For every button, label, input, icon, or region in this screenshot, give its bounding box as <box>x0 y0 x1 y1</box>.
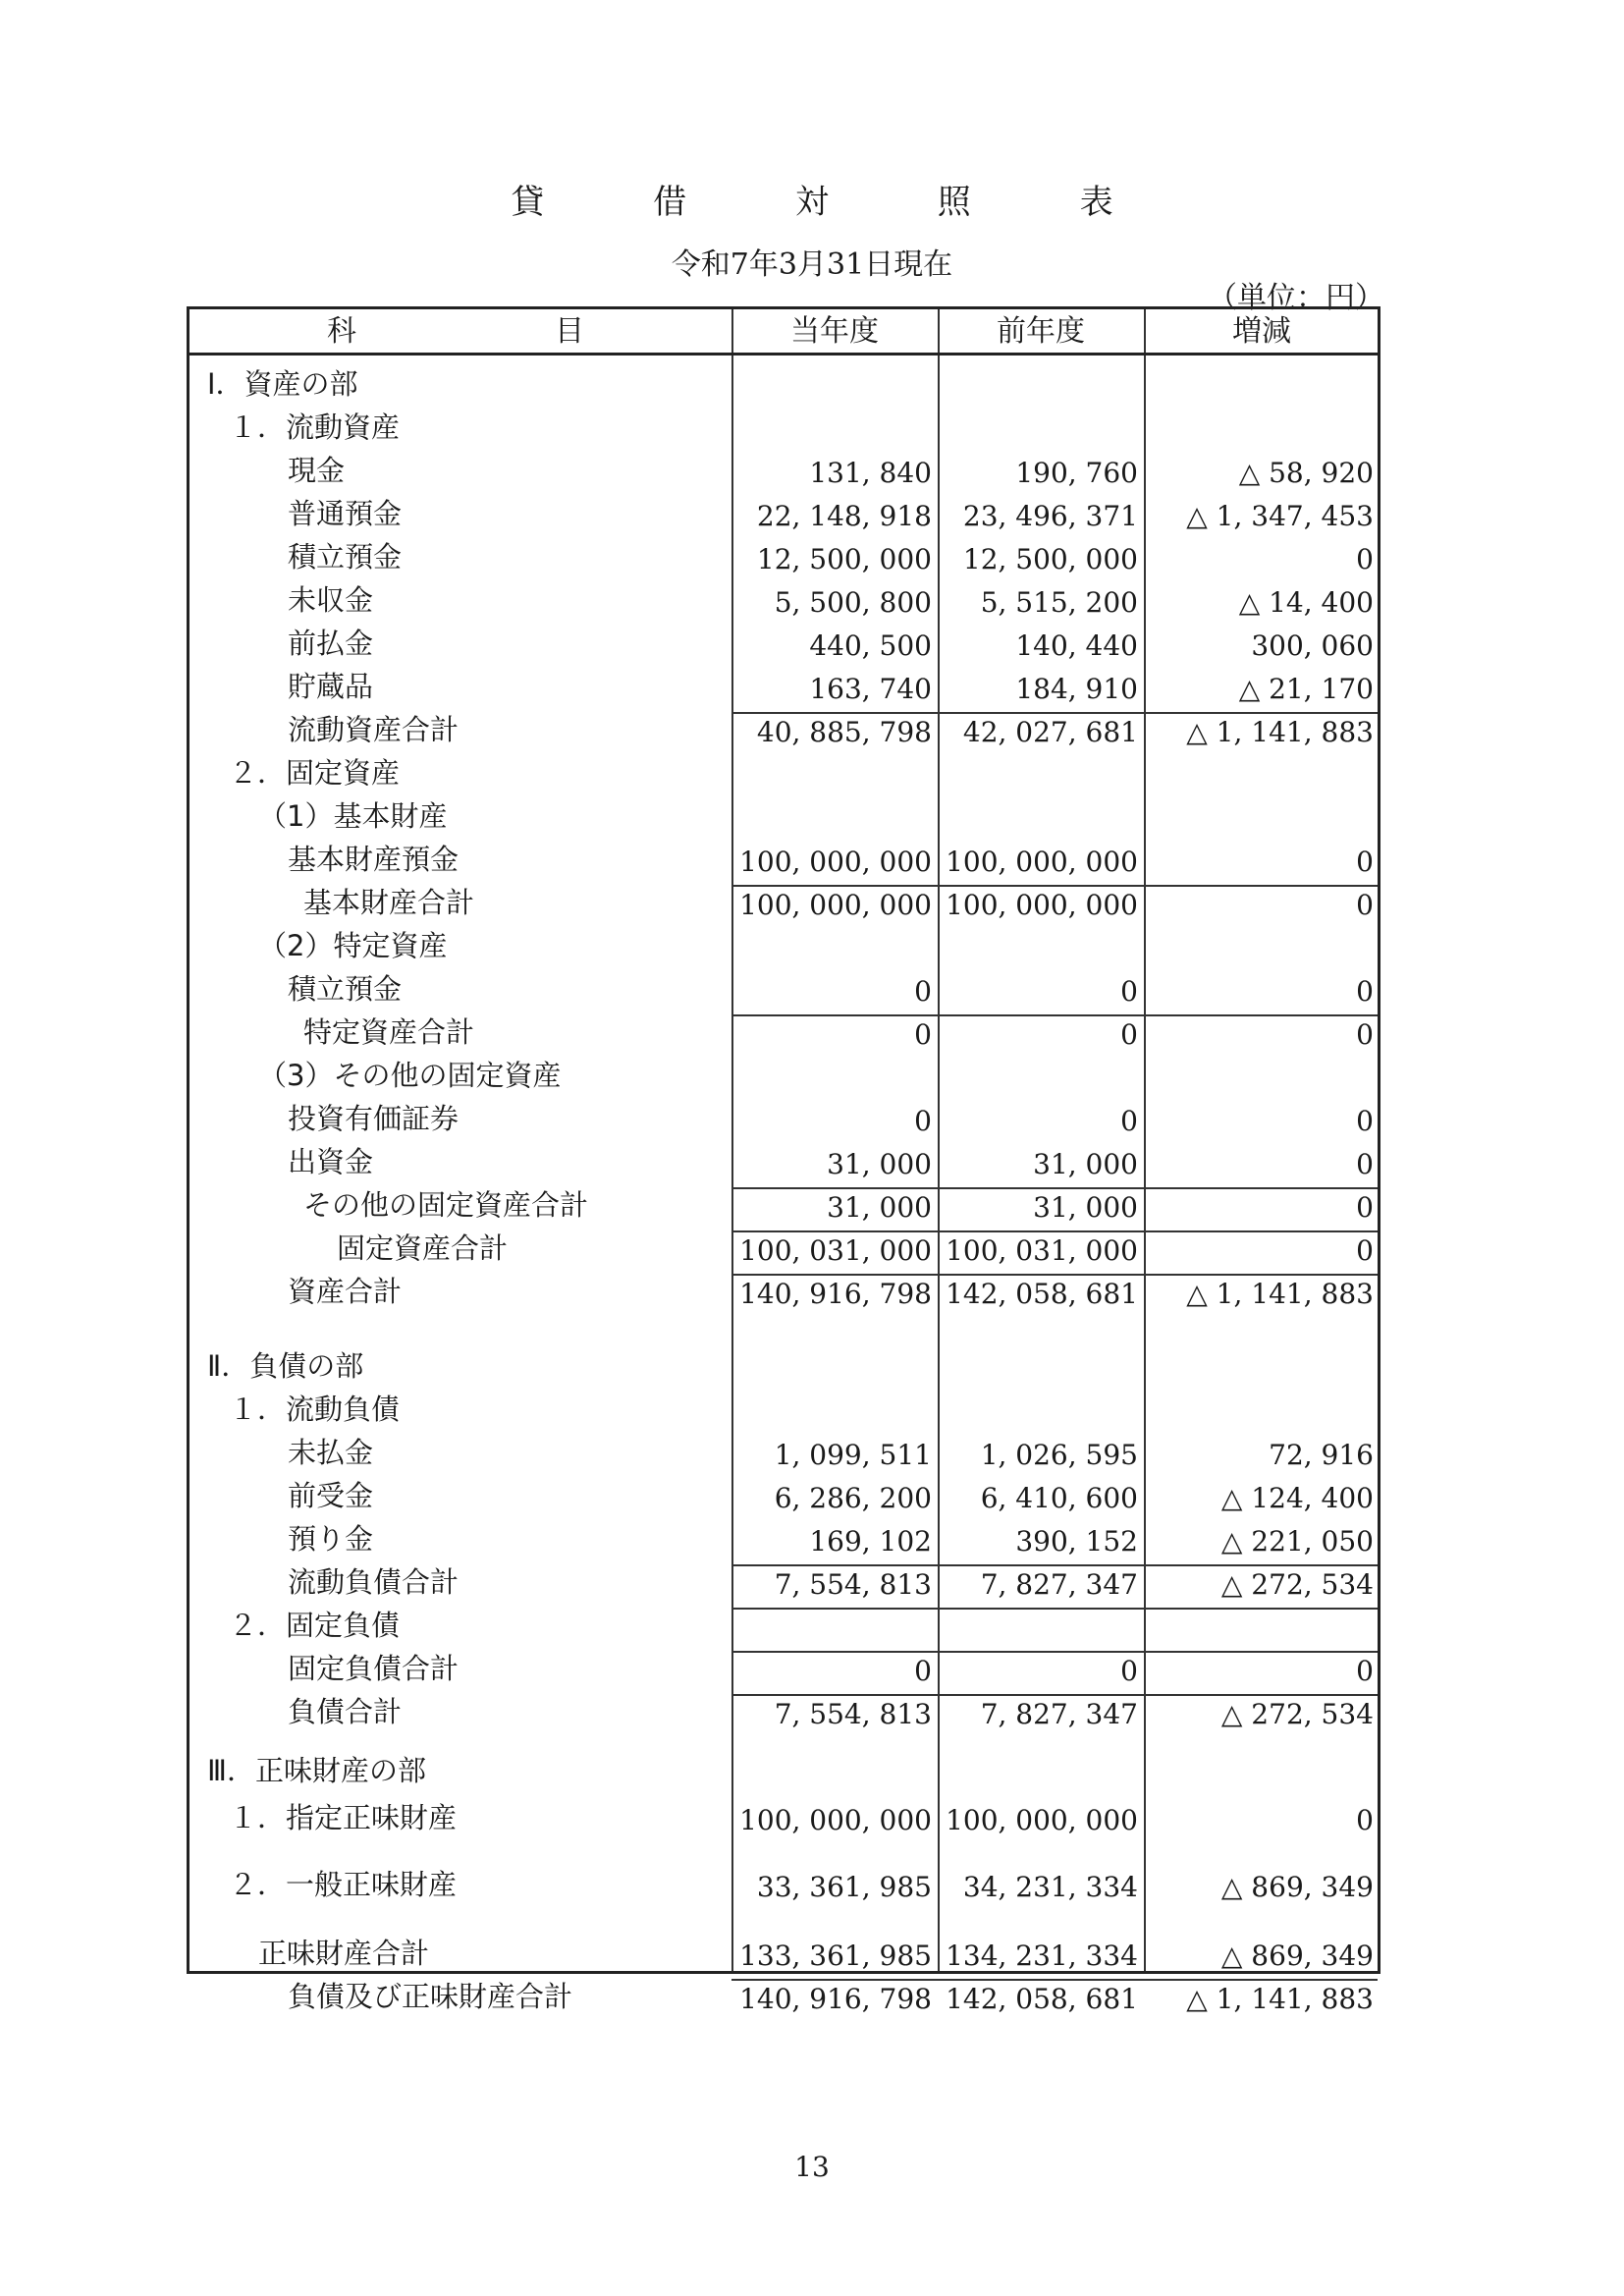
previous-year-value <box>938 926 1138 965</box>
table-row <box>189 364 1378 404</box>
previous-year-value: 190, 760 <box>1015 457 1138 489</box>
unit-label: （単位：円） <box>1208 281 1384 315</box>
current-year-value: 0 <box>914 1655 932 1687</box>
table-row <box>189 1012 1378 1052</box>
change-value: 0 <box>1356 1105 1374 1137</box>
row-label: １．流動資産 <box>229 410 401 444</box>
row-label: 特定資産合計 <box>303 1015 475 1049</box>
change-value: 0 <box>1356 889 1374 921</box>
current-year-value <box>731 364 932 404</box>
total-rule <box>731 712 1378 714</box>
previous-year-value: 134, 231, 334 <box>946 1940 1138 1972</box>
table-row <box>189 1692 1378 1731</box>
previous-year-value: 142, 058, 681 <box>946 1983 1138 2015</box>
row-label: 資産合計 <box>288 1275 403 1308</box>
change-value: 0 <box>1356 846 1374 878</box>
row-label: ２．固定負債 <box>229 1609 401 1642</box>
header-current-year: 当年度 <box>790 314 879 349</box>
current-year-value: 100, 000, 000 <box>739 889 932 921</box>
previous-year-value: 0 <box>1120 1018 1138 1051</box>
table-row <box>189 1185 1378 1225</box>
row-label: その他の固定資産合計 <box>303 1188 589 1222</box>
current-year-value: 7, 554, 813 <box>774 1568 932 1601</box>
change-value: 0 <box>1356 543 1374 575</box>
current-year-value <box>731 1751 932 1790</box>
change-value <box>1144 796 1374 836</box>
table-row <box>189 537 1378 576</box>
previous-year-value: 142, 058, 681 <box>946 1278 1138 1310</box>
total-rule <box>731 1651 1378 1653</box>
change-value: 300, 060 <box>1251 629 1374 662</box>
current-year-value: 169, 102 <box>809 1525 932 1558</box>
table-row <box>189 451 1378 490</box>
previous-year-value: 100, 000, 000 <box>946 846 1138 878</box>
change-value: 0 <box>1356 1018 1374 1051</box>
table-row <box>189 624 1378 663</box>
change-value: △ 124, 400 <box>1220 1482 1374 1514</box>
change-value: △ 14, 400 <box>1238 586 1374 619</box>
previous-year-value: 42, 027, 681 <box>962 716 1138 748</box>
current-year-value: 12, 500, 000 <box>756 543 932 575</box>
row-label: 投資有価証券 <box>288 1102 460 1135</box>
row-label: 未収金 <box>288 583 374 617</box>
change-value <box>1144 1056 1374 1095</box>
change-value: △ 21, 170 <box>1238 673 1374 705</box>
current-year-value: 33, 361, 985 <box>756 1871 932 1903</box>
change-value <box>1144 1346 1374 1386</box>
total-rule <box>731 1608 1378 1610</box>
table-row <box>189 1056 1378 1095</box>
row-label: 出資金 <box>288 1145 374 1178</box>
change-value: △ 1, 141, 883 <box>1186 1983 1374 2015</box>
current-year-value: 1, 099, 511 <box>774 1439 932 1471</box>
current-year-value: 440, 500 <box>809 629 932 662</box>
change-value: 0 <box>1356 1148 1374 1180</box>
table-row <box>189 969 1378 1009</box>
current-year-value <box>731 753 932 793</box>
change-value: △ 1, 141, 883 <box>1186 716 1374 748</box>
previous-year-value: 0 <box>1120 1655 1138 1687</box>
current-year-value: 0 <box>914 975 932 1008</box>
table-row <box>189 1142 1378 1181</box>
previous-year-value <box>938 1606 1138 1645</box>
header-change: 増減 <box>1232 314 1291 349</box>
change-value: 0 <box>1356 1804 1374 1836</box>
page-number: 13 <box>794 2151 830 2183</box>
total-rule <box>731 1274 1378 1276</box>
row-label: 負債合計 <box>288 1695 403 1728</box>
change-value: 72, 916 <box>1269 1439 1374 1471</box>
table-row <box>189 1272 1378 1311</box>
row-label: 基本財産合計 <box>303 886 475 919</box>
table-row <box>189 580 1378 620</box>
current-year-value <box>731 1606 932 1645</box>
header-subject-left: 科 <box>327 314 356 349</box>
document-date: 令和7年3月31日現在 <box>671 247 953 282</box>
table-row <box>189 1433 1378 1472</box>
previous-year-value: 0 <box>1120 975 1138 1008</box>
table-row <box>189 1476 1378 1515</box>
row-label: 積立預金 <box>288 972 403 1006</box>
row-label: 前受金 <box>288 1479 374 1512</box>
current-year-value <box>731 1056 932 1095</box>
row-label: 固定負債合計 <box>288 1652 460 1685</box>
table-row <box>189 796 1378 836</box>
row-label: 固定資産合計 <box>337 1231 509 1265</box>
row-label: Ⅲ．正味財産の部 <box>207 1754 426 1787</box>
row-label: １．指定正味財産 <box>229 1801 458 1834</box>
previous-year-value: 1, 026, 595 <box>980 1439 1138 1471</box>
total-rule <box>731 1014 1378 1016</box>
row-label: １．流動負債 <box>229 1393 401 1426</box>
table-row <box>189 926 1378 965</box>
total-rule <box>731 885 1378 887</box>
table-row <box>189 710 1378 749</box>
change-value: 0 <box>1356 1234 1374 1267</box>
current-year-value: 31, 000 <box>827 1191 932 1224</box>
previous-year-value: 34, 231, 334 <box>962 1871 1138 1903</box>
row-label: 積立預金 <box>288 540 403 574</box>
table-row <box>189 840 1378 879</box>
table-row <box>189 1649 1378 1688</box>
previous-year-value <box>938 1751 1138 1790</box>
change-value: △ 1, 141, 883 <box>1186 1278 1374 1310</box>
previous-year-value <box>938 796 1138 836</box>
table-row <box>189 1977 1378 2016</box>
change-value: 0 <box>1356 1655 1374 1687</box>
table-row <box>189 1390 1378 1429</box>
previous-year-value <box>938 364 1138 404</box>
previous-year-value: 100, 031, 000 <box>946 1234 1138 1267</box>
change-value <box>1144 1606 1374 1645</box>
change-value <box>1144 753 1374 793</box>
total-rule <box>731 1564 1378 1566</box>
header-subject-right: 目 <box>555 314 584 349</box>
previous-year-value: 7, 827, 347 <box>980 1568 1138 1601</box>
row-label: Ⅰ．資産の部 <box>207 367 358 401</box>
change-value <box>1144 1390 1374 1429</box>
current-year-value <box>731 1390 932 1429</box>
previous-year-value: 31, 000 <box>1033 1148 1138 1180</box>
change-value: △ 869, 349 <box>1220 1871 1374 1903</box>
current-year-value: 133, 361, 985 <box>739 1940 932 1972</box>
previous-year-value <box>938 1056 1138 1095</box>
current-year-value: 140, 916, 798 <box>739 1278 932 1310</box>
current-year-value: 100, 031, 000 <box>739 1234 932 1267</box>
table-row <box>189 408 1378 447</box>
row-label: ２．一般正味財産 <box>229 1868 458 1901</box>
row-label: 貯蔵品 <box>288 670 374 703</box>
row-label: 普通預金 <box>288 497 403 530</box>
table-row <box>189 1865 1378 1904</box>
current-year-value: 40, 885, 798 <box>756 716 932 748</box>
previous-year-value: 5, 515, 200 <box>980 586 1138 619</box>
row-label: ２．固定資産 <box>229 756 401 790</box>
balance-sheet-table <box>187 306 1380 2015</box>
row-label: Ⅱ．負債の部 <box>207 1349 364 1383</box>
table-row <box>189 883 1378 922</box>
previous-year-value: 100, 000, 000 <box>946 1804 1138 1836</box>
previous-year-value <box>938 1390 1138 1429</box>
total-rule <box>731 1979 1378 1981</box>
row-label: 預り金 <box>288 1522 374 1556</box>
previous-year-value: 12, 500, 000 <box>962 543 1138 575</box>
total-rule <box>731 1230 1378 1232</box>
row-label: 現金 <box>288 454 346 487</box>
row-label: 流動負債合計 <box>288 1565 460 1599</box>
previous-year-value <box>938 753 1138 793</box>
previous-year-value: 0 <box>1120 1105 1138 1137</box>
table-row <box>189 1606 1378 1645</box>
previous-year-value: 6, 410, 600 <box>980 1482 1138 1514</box>
row-label: 前払金 <box>288 627 374 660</box>
table-row <box>189 1798 1378 1837</box>
change-value: △ 272, 534 <box>1220 1568 1374 1601</box>
current-year-value: 0 <box>914 1018 932 1051</box>
change-value: △ 869, 349 <box>1220 1940 1374 1972</box>
previous-year-value: 7, 827, 347 <box>980 1698 1138 1730</box>
row-label: 未払金 <box>288 1436 374 1469</box>
previous-year-value: 390, 152 <box>1015 1525 1138 1558</box>
current-year-value: 22, 148, 918 <box>756 500 932 532</box>
current-year-value <box>731 926 932 965</box>
change-value: 0 <box>1356 975 1374 1008</box>
current-year-value <box>731 408 932 447</box>
total-rule <box>731 1694 1378 1696</box>
row-label: 流動資産合計 <box>288 713 460 746</box>
change-value <box>1144 926 1374 965</box>
row-label: 負債及び正味財産合計 <box>288 1980 573 2013</box>
current-year-value <box>731 796 932 836</box>
change-value: △ 1, 347, 453 <box>1186 500 1374 532</box>
change-value <box>1144 408 1374 447</box>
current-year-value: 131, 840 <box>809 457 932 489</box>
table-row <box>189 1346 1378 1386</box>
current-year-value: 140, 916, 798 <box>739 1983 932 2015</box>
table-row <box>189 1519 1378 1558</box>
previous-year-value: 23, 496, 371 <box>962 500 1138 532</box>
current-year-value: 100, 000, 000 <box>739 846 932 878</box>
table-row <box>189 494 1378 533</box>
table-row <box>189 1099 1378 1138</box>
change-value <box>1144 364 1374 404</box>
table-row <box>189 1562 1378 1602</box>
previous-year-value <box>938 408 1138 447</box>
current-year-value: 163, 740 <box>809 673 932 705</box>
change-value: △ 221, 050 <box>1220 1525 1374 1558</box>
change-value <box>1144 1751 1374 1790</box>
previous-year-value <box>938 1346 1138 1386</box>
current-year-value: 31, 000 <box>827 1148 932 1180</box>
change-value: △ 272, 534 <box>1220 1698 1374 1730</box>
header-previous-year: 前年度 <box>997 314 1085 349</box>
current-year-value: 6, 286, 200 <box>774 1482 932 1514</box>
current-year-value: 0 <box>914 1105 932 1137</box>
document-title: 貸 借 対 照 表 <box>511 183 1163 222</box>
table-row <box>189 1934 1378 1973</box>
change-value: △ 58, 920 <box>1238 457 1374 489</box>
previous-year-value: 184, 910 <box>1015 673 1138 705</box>
previous-year-value: 100, 000, 000 <box>946 889 1138 921</box>
total-rule <box>731 1187 1378 1189</box>
previous-year-value: 140, 440 <box>1015 629 1138 662</box>
table-row <box>189 753 1378 793</box>
current-year-value <box>731 1346 932 1386</box>
change-value: 0 <box>1356 1191 1374 1224</box>
row-label: 基本財産預金 <box>288 843 460 876</box>
current-year-value: 100, 000, 000 <box>739 1804 932 1836</box>
row-label: （1）基本財産 <box>258 799 448 833</box>
current-year-value: 5, 500, 800 <box>774 586 932 619</box>
table-row <box>189 667 1378 706</box>
row-label: （3）その他の固定資産 <box>258 1059 562 1092</box>
table-row <box>189 1229 1378 1268</box>
previous-year-value: 31, 000 <box>1033 1191 1138 1224</box>
row-label: （2）特定資産 <box>258 929 448 962</box>
current-year-value: 7, 554, 813 <box>774 1698 932 1730</box>
table-row <box>189 1751 1378 1790</box>
table-header <box>189 309 1378 355</box>
row-label: 正味財産合計 <box>258 1937 430 1970</box>
